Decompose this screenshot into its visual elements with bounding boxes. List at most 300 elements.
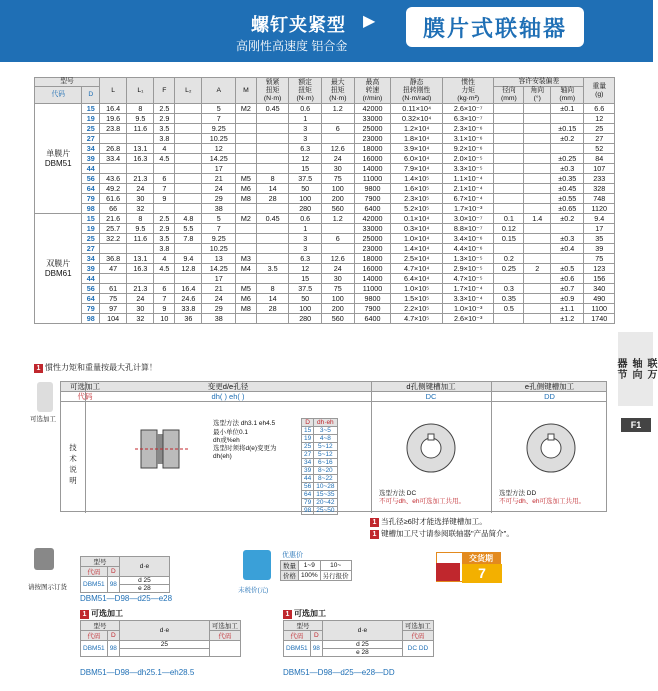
table-cell (524, 304, 551, 314)
table-cell: 11.6 (127, 234, 154, 244)
table-cell: ±0.25 (551, 154, 584, 164)
table-row (35, 234, 615, 244)
table-cell: M2 (236, 214, 257, 224)
table-cell: 33000 (354, 224, 391, 234)
table-row (35, 144, 615, 154)
table-cell: M6 (236, 294, 257, 304)
table-cell: ±0.35 (551, 174, 584, 184)
range-row (302, 483, 338, 491)
table-cell: 24.6 (175, 294, 202, 304)
range-col-d: D (302, 419, 314, 427)
table-row (35, 124, 615, 134)
table-cell: 748 (584, 194, 615, 204)
table-cell: 7 (154, 294, 175, 304)
dc-note: 不可与dh、eh可选加工共用。 (379, 498, 465, 505)
table-cell: 21 (202, 174, 236, 184)
table-cell (524, 274, 551, 284)
table-cell (256, 124, 289, 134)
table-cell: 38 (202, 204, 236, 214)
table-cell: 123 (584, 264, 615, 274)
range-d: 98 (302, 507, 314, 515)
size-code: 39 (82, 264, 100, 274)
table-cell: 3 (289, 244, 322, 254)
header-title: 螺钉夹紧型 (251, 15, 346, 35)
table-cell (256, 114, 289, 124)
table-row (35, 184, 615, 194)
table-cell: 2.5 (154, 104, 175, 114)
table-cell: 280 (289, 314, 322, 324)
range-row (302, 499, 338, 507)
inertia-note-text: 惯性力矩和重量按最大孔计算！ (45, 363, 157, 372)
table-cell: 21.3 (127, 284, 154, 294)
table-cell: M5 (236, 284, 257, 294)
range-value: 6~16 (314, 459, 337, 467)
size-code: 98 (82, 204, 100, 214)
table-cell: 16.3 (127, 154, 154, 164)
table-cell: 3.5 (154, 124, 175, 134)
table-cell: 24 (127, 294, 154, 304)
table-cell (175, 124, 202, 134)
table-cell: 30 (321, 274, 354, 284)
table-cell: 12 (202, 144, 236, 154)
ex2-code-header: 代码 (284, 631, 311, 641)
size-code: 25 (82, 234, 100, 244)
table-cell (524, 154, 551, 164)
note-marker: 1 (370, 518, 379, 527)
qty-1: 1~9 (299, 561, 321, 571)
table-cell: 0.1×10⁴ (391, 214, 443, 224)
tech-code-dd[interactable]: DD (544, 392, 555, 401)
range-row (302, 427, 338, 435)
range-d: 44 (302, 475, 314, 483)
table-cell: 0.3×10⁴ (391, 224, 443, 234)
size-code: 19 (82, 114, 100, 124)
size-code: 34 (82, 144, 100, 154)
table-cell (236, 124, 257, 134)
table-cell: ±0.4 (551, 244, 584, 254)
table-cell: 2 (524, 264, 551, 274)
table-cell: 15 (289, 274, 322, 284)
range-d: 56 (302, 483, 314, 491)
table-cell: 29 (202, 304, 236, 314)
table-row (35, 314, 615, 324)
table-cell: 3.8 (154, 134, 175, 144)
table-cell: 6 (321, 124, 354, 134)
price-header: 优惠价 (282, 552, 303, 559)
range-value: 8~20 (314, 467, 337, 475)
table-cell: 0.2 (494, 254, 524, 264)
ex2-d-header: D (310, 631, 322, 641)
range-value: 3~5 (314, 427, 337, 435)
table-cell: M2 (236, 104, 257, 114)
table-cell: 3.5 (256, 264, 289, 274)
table-cell: 39 (584, 244, 615, 254)
table-cell: 1 (289, 114, 322, 124)
table-cell: 0.45 (256, 214, 289, 224)
table-row (35, 304, 615, 314)
table-cell (524, 104, 551, 114)
order-d-header: D (107, 567, 119, 577)
order-table (80, 556, 170, 593)
table-cell: 1.4×10⁵ (391, 174, 443, 184)
header-banner (0, 0, 653, 62)
group-label: 单膜片 DBM51 (35, 104, 82, 214)
table-cell (524, 314, 551, 324)
table-cell (154, 274, 175, 284)
table-cell: 156 (584, 274, 615, 284)
table-cell: 28 (256, 194, 289, 204)
table-cell: 0.6 (289, 104, 322, 114)
table-cell: 61 (100, 284, 127, 294)
table-cell (175, 204, 202, 214)
size-code: 79 (82, 194, 100, 204)
table-cell: 1.0×10⁻³ (443, 304, 494, 314)
table-cell: 11000 (354, 174, 391, 184)
table-cell (494, 144, 524, 154)
table-cell: 4.7×10⁵ (391, 314, 443, 324)
table-cell: 3.1×10⁻⁶ (443, 134, 494, 144)
dd-method: 选型方法 DD (499, 490, 537, 497)
table-cell (494, 174, 524, 184)
table-cell: 32.2 (100, 234, 127, 244)
table-cell (551, 224, 584, 234)
table-cell: 3.0×10⁻⁷ (443, 214, 494, 224)
table-cell (256, 224, 289, 234)
table-cell: ±0.15 (551, 124, 584, 134)
table-cell: ±0.2 (551, 134, 584, 144)
header-subtitle: 高刚性高速度 铝合金 (236, 39, 348, 53)
size-code: 64 (82, 184, 100, 194)
col-model: 型号 (35, 78, 100, 87)
table-cell (524, 284, 551, 294)
coupling-drawing-icon (133, 424, 193, 474)
table-cell: 61.6 (100, 194, 127, 204)
range-value: 8~22 (314, 475, 337, 483)
table-cell: 36 (175, 314, 202, 324)
col-L2: L₂ (175, 78, 202, 104)
table-cell (524, 234, 551, 244)
table-row (35, 254, 615, 264)
note-marker: 1 (34, 364, 43, 373)
option-example-2-title (283, 608, 326, 619)
table-cell: 9.5 (127, 114, 154, 124)
ex1-opt-header: 可选加工 (209, 621, 240, 631)
order-d-value: 98 (107, 577, 119, 593)
table-cell: 9.4 (584, 214, 615, 224)
ex1-d-header: D (107, 631, 119, 641)
range-row (302, 435, 338, 443)
table-cell (175, 184, 202, 194)
table-cell: 16.4 (175, 284, 202, 294)
col-weight: 重量 (g) (584, 78, 615, 104)
table-cell: 33.8 (175, 304, 202, 314)
table-cell (236, 224, 257, 234)
table-cell (236, 234, 257, 244)
table-cell: 1.1×10⁻⁴ (443, 174, 494, 184)
table-cell: 9800 (354, 184, 391, 194)
table-cell: 4 (154, 254, 175, 264)
table-cell: 6 (154, 284, 175, 294)
note-marker: 1 (370, 530, 379, 539)
table-cell: 1.7×10⁻⁴ (443, 284, 494, 294)
table-cell: 17 (584, 224, 615, 234)
tech-code-dh[interactable]: dh( ) eh( ) (211, 392, 245, 401)
table-cell: 30 (127, 304, 154, 314)
ex2-type-header: 型号 (284, 621, 323, 631)
range-d: 25 (302, 443, 314, 451)
table-cell (127, 244, 154, 254)
table-cell: 28 (256, 304, 289, 314)
table-cell (524, 194, 551, 204)
table-cell: 16000 (354, 154, 391, 164)
range-d: 34 (302, 459, 314, 467)
col-misalignment: 容许安装偏差 (494, 78, 584, 87)
table-cell: 36.8 (100, 254, 127, 264)
table-cell: 23.8 (100, 124, 127, 134)
table-cell: 29 (202, 194, 236, 204)
table-cell: 21.6 (100, 214, 127, 224)
ex2-d-value: 98 (310, 641, 322, 657)
table-row (35, 224, 615, 234)
table-cell: 1.2×10⁴ (391, 124, 443, 134)
dh-rule-2: dh或%eh (213, 437, 240, 444)
table-cell: 4.5 (154, 264, 175, 274)
table-cell (551, 254, 584, 264)
product-name: 膜片式联轴器 (406, 7, 584, 47)
price-icon (243, 550, 271, 580)
price-2: 另行报价 (320, 571, 351, 581)
delivery-header: 交货期 (462, 553, 500, 564)
dh-rule-3: 选型时须将d(e)变更为dh(eh) (213, 445, 277, 460)
table-cell (494, 134, 524, 144)
range-d: 27 (302, 451, 314, 459)
table-cell: 14.25 (202, 154, 236, 164)
size-code: 56 (82, 284, 100, 294)
table-cell (494, 104, 524, 114)
table-cell (494, 314, 524, 324)
col-A: A (202, 78, 236, 104)
ex2-opt-value: DC DD (402, 641, 433, 657)
size-code: 56 (82, 174, 100, 184)
range-value: 15~35 (314, 491, 337, 499)
table-cell (524, 114, 551, 124)
table-cell: 38 (202, 314, 236, 324)
table-cell: ±0.5 (551, 264, 584, 274)
section-code[interactable]: F1 (621, 418, 651, 432)
col-L1: L₁ (127, 78, 154, 104)
table-cell: 14 (256, 294, 289, 304)
table-cell (256, 274, 289, 284)
table-cell: 13.1 (127, 254, 154, 264)
range-value: 5~12 (314, 451, 337, 459)
table-cell: 1100 (584, 304, 615, 314)
table-cell: 42000 (354, 104, 391, 114)
ex2-e-value: e 28 (322, 649, 402, 657)
tech-option-label: 可选加工 (70, 382, 100, 391)
section-tab[interactable]: 联万 轴向 器节 (618, 332, 653, 406)
table-cell (236, 134, 257, 144)
table-cell: 12 (289, 154, 322, 164)
table-cell (524, 294, 551, 304)
table-cell: 33.4 (100, 154, 127, 164)
col-axial: 轴向 (mm) (551, 87, 584, 104)
table-cell (494, 274, 524, 284)
ex1-type-header: 型号 (81, 621, 120, 631)
range-row (302, 459, 338, 467)
table-cell: 7900 (354, 194, 391, 204)
table-cell: 9.5 (127, 224, 154, 234)
table-cell (321, 114, 354, 124)
table-cell: ±0.3 (551, 164, 584, 174)
table-cell: 14000 (354, 274, 391, 284)
table-cell: 12.6 (321, 144, 354, 154)
table-cell: M8 (236, 194, 257, 204)
inertia-note (34, 362, 157, 373)
table-cell: 6.3 (289, 254, 322, 264)
table-cell: 6 (321, 234, 354, 244)
table-cell (551, 114, 584, 124)
size-code: 27 (82, 244, 100, 254)
table-cell (524, 164, 551, 174)
keyway-e-drawing-icon (521, 418, 581, 478)
ex2-opt-code-header: 代码 (402, 631, 433, 641)
table-cell: 97 (100, 304, 127, 314)
col-F: F (154, 78, 175, 104)
table-cell: 2.5 (154, 214, 175, 224)
table-cell: 8.8×10⁻⁷ (443, 224, 494, 234)
table-cell (236, 314, 257, 324)
price-label: 未税价(元) (238, 587, 269, 594)
option-example-1: DBM51—D98—dh25.1—eh28.5 (80, 668, 195, 677)
table-cell: 49.2 (100, 184, 127, 194)
table-cell: 3.3×10⁻⁵ (443, 164, 494, 174)
table-cell: 19.6 (100, 114, 127, 124)
table-cell: 8 (256, 174, 289, 184)
col-angular: 角向 (°) (524, 87, 551, 104)
table-cell (236, 204, 257, 214)
table-cell: 75 (321, 174, 354, 184)
table-cell: ±1.1 (551, 304, 584, 314)
size-code: 44 (82, 274, 100, 284)
size-code: 25 (82, 124, 100, 134)
dh-range-table (301, 418, 338, 515)
table-cell (494, 114, 524, 124)
hole-note-text: 当孔径≥6时才能选择键槽加工。 (381, 517, 487, 526)
table-cell: 2.5×10⁴ (391, 254, 443, 264)
table-cell: 24 (321, 154, 354, 164)
ex2-de-value: d 25 (322, 641, 402, 649)
table-cell (524, 144, 551, 154)
table-cell (524, 204, 551, 214)
table-cell: 0.11×10⁴ (391, 104, 443, 114)
table-cell: 100 (289, 304, 322, 314)
col-stiffness: 静态 扭转刚性 (N·m/rad) (391, 78, 443, 104)
table-cell: 12.6 (321, 254, 354, 264)
table-cell: 11000 (354, 284, 391, 294)
table-cell (256, 254, 289, 264)
size-code: 98 (82, 314, 100, 324)
table-cell: 9800 (354, 294, 391, 304)
table-cell: 14 (256, 184, 289, 194)
table-cell (256, 134, 289, 144)
technical-notes (60, 381, 607, 512)
table-cell (256, 234, 289, 244)
order-d-row: d 25 (119, 577, 169, 585)
table-cell: 23000 (354, 134, 391, 144)
range-value: 4~8 (314, 435, 337, 443)
dh-rule-1: 最小单位0.1 (213, 429, 249, 436)
header-arrow-icon: ▶ (363, 13, 376, 30)
table-row (35, 294, 615, 304)
qty-header: 数量 (281, 561, 299, 571)
col-M: M (236, 78, 257, 104)
range-value: 10~28 (314, 483, 337, 491)
table-cell (175, 114, 202, 124)
table-cell: 35 (584, 234, 615, 244)
table-cell: 24 (202, 294, 236, 304)
dc-method: 选型方法 DC (379, 490, 417, 497)
table-cell: 84 (584, 154, 615, 164)
table-cell: 2.2×10⁵ (391, 304, 443, 314)
table-row (35, 274, 615, 284)
table-cell (524, 184, 551, 194)
table-cell: 0.1 (494, 214, 524, 224)
table-cell: ±0.3 (551, 234, 584, 244)
table-cell: 200 (321, 304, 354, 314)
table-cell: 12 (584, 114, 615, 124)
table-cell: 0.3 (494, 284, 524, 294)
table-cell (321, 224, 354, 234)
table-cell: 6.3×10⁻⁷ (443, 114, 494, 124)
table-cell: 4.7×10⁻⁵ (443, 274, 494, 284)
table-cell: 8 (256, 284, 289, 294)
table-cell (256, 144, 289, 154)
option-example-1-table (80, 620, 241, 657)
table-cell: 26.8 (100, 144, 127, 154)
col-lock-torque: 锁紧 扭矩 (N·m) (256, 78, 289, 104)
table-cell (524, 134, 551, 144)
table-cell: 0.6 (289, 214, 322, 224)
tech-code-dc[interactable]: DC (425, 392, 437, 401)
table-row (35, 194, 615, 204)
table-cell: 100 (321, 294, 354, 304)
col-inertia: 惯性 力矩 (kg·m²) (443, 78, 494, 104)
tech-side-label: 技 术 说 明 (69, 443, 77, 485)
table-cell (256, 204, 289, 214)
table-cell: 104 (100, 314, 127, 324)
table-cell: 1.5×10⁵ (391, 294, 443, 304)
table-cell: ±0.7 (551, 284, 584, 294)
range-row (302, 467, 338, 475)
table-cell: 75 (584, 254, 615, 264)
table-cell: 24 (202, 184, 236, 194)
option-example-2-table (283, 620, 434, 657)
price-row-header: 价格 (281, 571, 299, 581)
table-cell: 3.4×10⁻⁶ (443, 234, 494, 244)
table-cell: 200 (321, 194, 354, 204)
table-cell: 1120 (584, 204, 615, 214)
table-cell: ±0.1 (551, 104, 584, 114)
col-L: L (100, 78, 127, 104)
range-row (302, 443, 338, 451)
table-cell: 13 (202, 254, 236, 264)
table-cell (236, 154, 257, 164)
table-cell (256, 314, 289, 324)
table-cell: 2.1×10⁻⁴ (443, 184, 494, 194)
table-cell: 6 (154, 174, 175, 184)
table-cell: 6.7×10⁻⁴ (443, 194, 494, 204)
table-cell: 100 (289, 194, 322, 204)
